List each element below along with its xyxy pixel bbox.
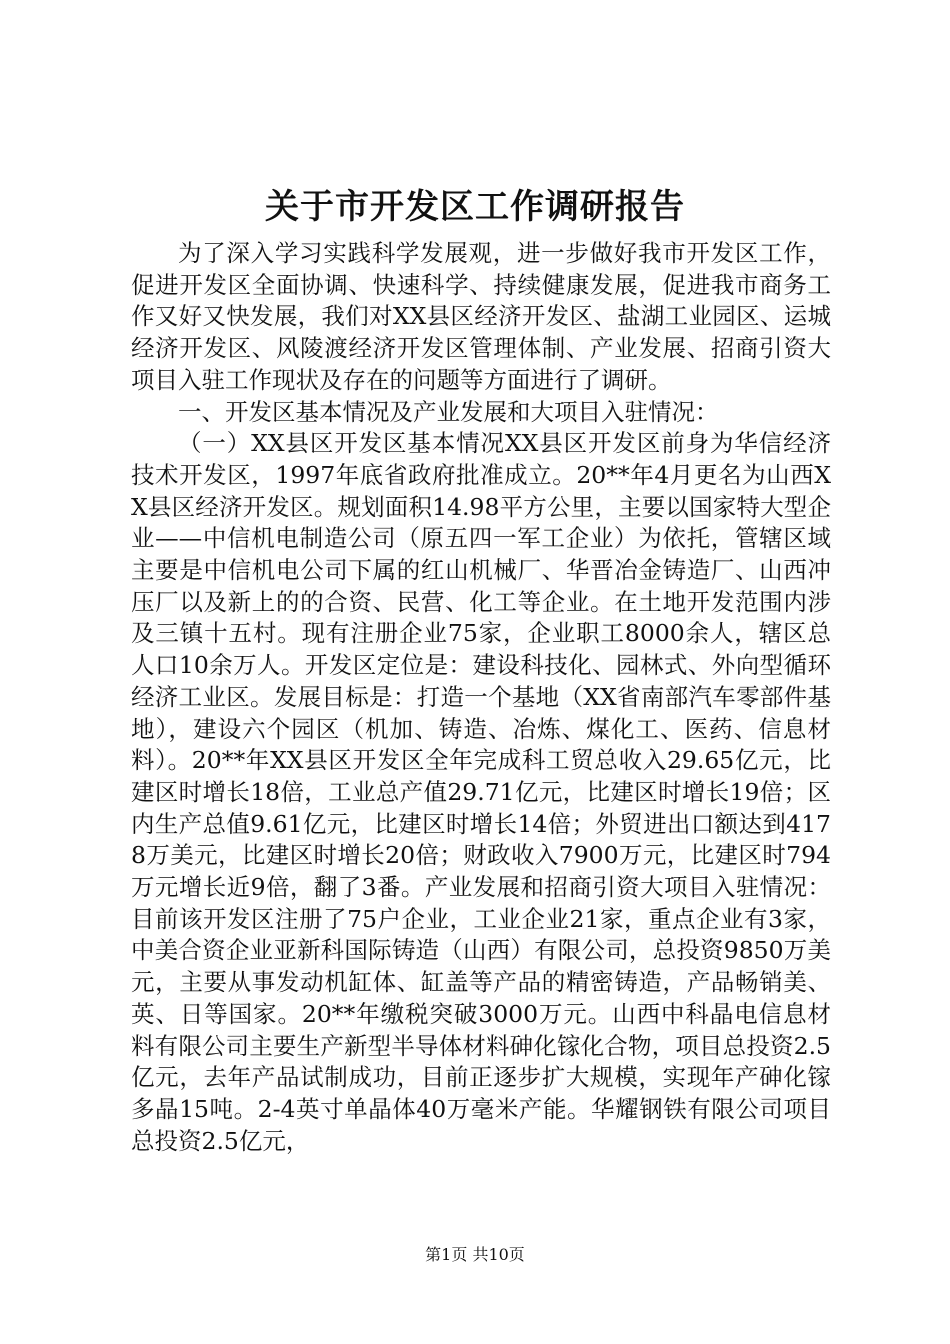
paragraph-section-heading: 一、开发区基本情况及产业发展和大项目入驻情况：: [178, 397, 719, 426]
document-title: 关于市开发区工作调研报告: [265, 187, 685, 227]
paragraph-subsection-1: （一）XX县区开发区基本情况XX县区开发区前身为华信经济技术开发区，1997年底省政府批准成立。20**年4月更名为山西XX县区经济开发区。规划面积14.98平方公里，主要以国家特大型企业——中信机电制造公司（原五四一军工企业）为依托，管辖区域主要是中信机电公司下属的红山机械厂、华晋冶金铸造厂、山西冲压厂以及新上的的合资、民营、化工等企业。在土地开发范围内涉及三镇十五村。现有注册企业75家，企业职工8000余人，辖区总人口10余万人。开发区定位是：建设科技化、园林式、外向型循环经济工业区。发展目标是：打造一个基地（XX省南部汽车零部件基地），建设六个园区（机加、铸造、冶炼、煤化工、医药、信息材料）。20**年XX县区开发区全年完成科工贸总收入29.65亿元，比建区时增长18倍，工业总产值29.71亿元，比建区时增长19倍；区内生产总值9.61亿元，比建区时增长14倍；外贸进出口额达到4178万美元，比建区时增长20倍；财政收入7900万元，比建区时794万元增长近9倍，翻了3番。产业发展和招商引资大项目入驻情况：目前该开发区注册了75户企业，工业企业21家，重点企业有3家，中美合资企业亚新科国际铸造（山西）有限公司，总投资9850万美元，主要从事发动机缸体、缸盖等产品的精密铸造，产品畅销美、英、日等国家。20**年缴税突破3000万元。山西中科晶电信息材料有限公司主要生产新型半导体材料砷化镓化合物，项目总投资2.5亿元，去年产品试制成功，目前正逐步扩大规模，实现年产砷化镓多晶15吨。2-4英寸单晶体40万毫米产能。华耀钢铁有限公司项目总投资2.5亿元，: [131, 429, 831, 1155]
page-number-footer: 第1页 共10页: [425, 1245, 525, 1264]
paragraph-intro: 为了深入学习实践科学发展观，进一步做好我市开发区工作，促进开发区全面协调、快速科学、持续健康发展，促进我市商务工作又好又快发展，我们对XX县区经济开发区、盐湖工业园区、运城经济开发区、风陵渡经济开发区管理体制、产业发展、招商引资大项目入驻工作现状及存在的问题等方面进行了调研。: [131, 239, 831, 394]
document-body: [131, 238, 831, 1157]
